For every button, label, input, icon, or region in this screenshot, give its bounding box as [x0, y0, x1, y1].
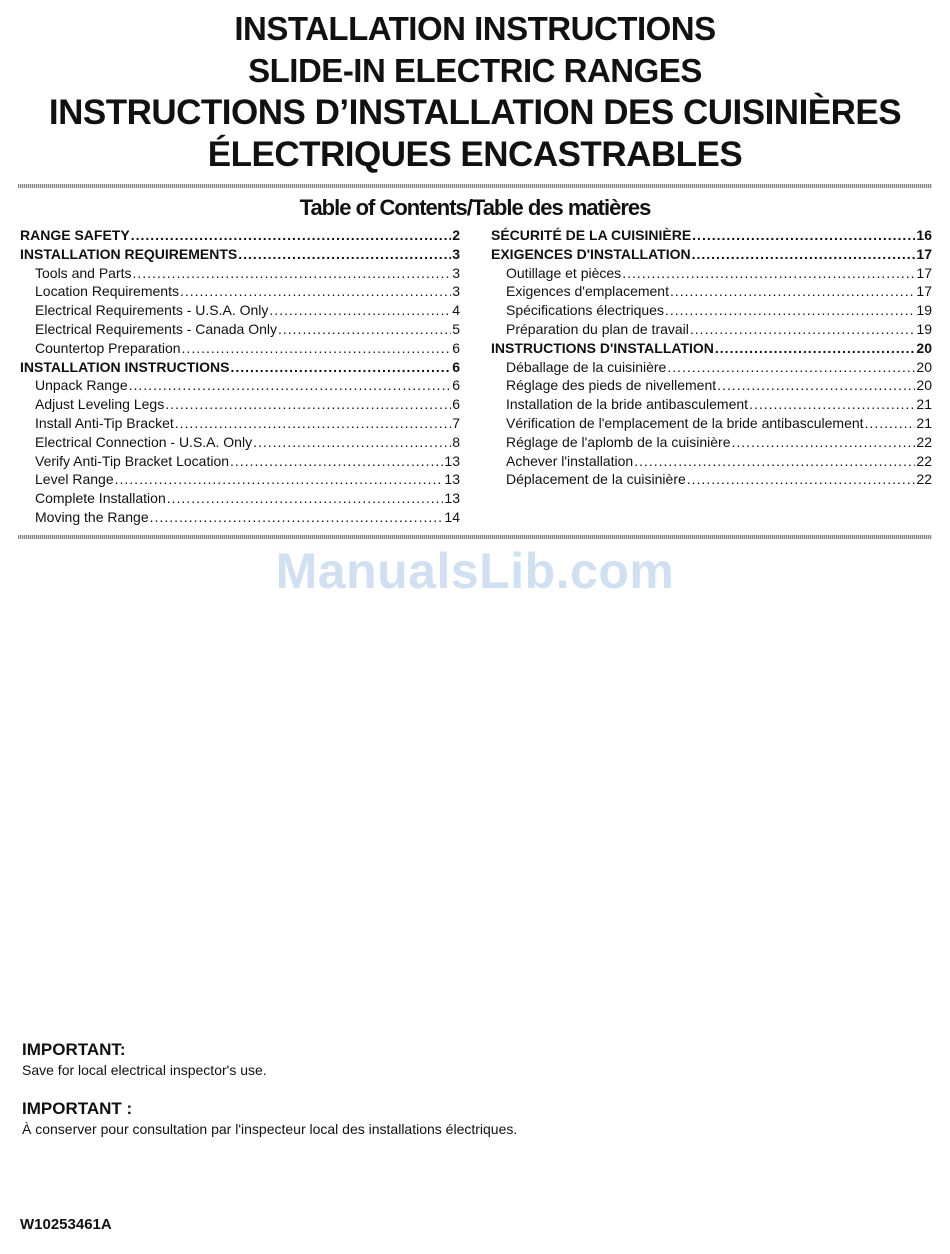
- toc-entry-page: 13: [444, 490, 460, 507]
- top-divider: [18, 184, 932, 188]
- toc-entry-label: Location Requirements: [35, 283, 179, 300]
- toc-entry-label: Level Range: [35, 471, 114, 488]
- toc-entry-page: 7: [452, 414, 460, 431]
- toc-entry-page: 22: [916, 452, 932, 469]
- toc-entry-label: Achever l'installation: [506, 452, 634, 469]
- toc-leader-dots: [269, 301, 451, 320]
- toc-leader-dots: [667, 358, 915, 377]
- toc-entry[interactable]: [491, 452, 932, 471]
- toc-entry-page: 20: [916, 339, 932, 356]
- toc-leader-dots: [692, 245, 916, 264]
- toc-entry[interactable]: [491, 414, 932, 433]
- notice-english: [22, 1040, 922, 1080]
- toc-entry-label: SÉCURITÉ DE LA CUISINIÈRE: [491, 227, 692, 243]
- toc-entry[interactable]: [491, 433, 932, 452]
- toc-entry-label: Déplacement de la cuisinière: [506, 471, 686, 488]
- toc-entry[interactable]: [20, 508, 460, 527]
- toc-leader-dots: [665, 301, 915, 320]
- toc-leader-dots: [180, 282, 451, 301]
- toc-entry[interactable]: [20, 245, 460, 264]
- toc-entry-label: Electrical Connection - U.S.A. Only: [35, 433, 253, 450]
- toc-entry-page: 16: [916, 227, 932, 243]
- toc-entry-page: 8: [452, 433, 460, 450]
- toc-leader-dots: [731, 433, 915, 452]
- toc-entry[interactable]: [491, 376, 932, 395]
- toc-entry-page: 22: [916, 433, 932, 450]
- toc-entry-label: Verify Anti-Tip Bracket Location: [35, 452, 230, 469]
- toc-entry[interactable]: [491, 339, 932, 358]
- toc-entry-label: Préparation du plan de travail: [506, 320, 689, 337]
- toc-entry-page: 21: [916, 396, 932, 413]
- toc-entry[interactable]: [491, 358, 932, 377]
- toc-entry-page: 13: [444, 452, 460, 469]
- toc-entry[interactable]: [20, 264, 460, 283]
- toc-entry-page: 6: [452, 339, 460, 356]
- toc-entry-label: INSTALLATION INSTRUCTIONS: [20, 358, 230, 375]
- toc-leader-dots: [692, 226, 915, 245]
- toc-entry-label: Adjust Leveling Legs: [35, 396, 165, 413]
- bottom-divider: [18, 535, 932, 539]
- watermark: ManualsLib.com: [275, 543, 675, 599]
- toc-leader-dots: [749, 395, 915, 414]
- toc-entry[interactable]: [20, 358, 460, 377]
- toc-entry[interactable]: [20, 395, 460, 414]
- toc-entry-page: 6: [452, 396, 460, 413]
- toc-entry-page: 14: [444, 508, 460, 525]
- toc-leader-dots: [165, 395, 451, 414]
- toc-leader-dots: [622, 264, 915, 283]
- toc-entry-label: INSTRUCTIONS D'INSTALLATION: [491, 339, 714, 356]
- toc-leader-dots: [230, 452, 443, 471]
- toc-leader-dots: [182, 339, 452, 358]
- toc-leader-dots: [238, 245, 451, 264]
- toc-column-french: [491, 226, 932, 489]
- toc-entry-page: 21: [916, 414, 932, 431]
- document-title: [0, 8, 950, 176]
- toc-entry[interactable]: [491, 301, 932, 320]
- toc-entry-label: Countertop Preparation: [35, 339, 181, 356]
- toc-entry-page: 20: [916, 377, 932, 394]
- toc-entry-page: 4: [452, 302, 460, 319]
- toc-entry[interactable]: [491, 226, 932, 245]
- title-fr-line-2: ÉLECTRIQUES ENCASTRABLES: [207, 135, 743, 174]
- toc-entry-label: Install Anti-Tip Bracket: [35, 414, 174, 431]
- toc-entry[interactable]: [20, 339, 460, 358]
- toc-entry-label: Electrical Requirements - Canada Only: [35, 320, 277, 337]
- toc-entry-label: RANGE SAFETY: [20, 227, 130, 243]
- toc-entry-label: Moving the Range: [35, 508, 149, 525]
- toc-entry[interactable]: [491, 470, 932, 489]
- toc-entry-label: INSTALLATION REQUIREMENTS: [20, 245, 238, 262]
- toc-entry[interactable]: [491, 320, 932, 339]
- toc-entry[interactable]: [20, 433, 460, 452]
- toc-entry-page: 2: [452, 227, 460, 243]
- toc-leader-dots: [670, 282, 915, 301]
- toc-entry-label: Vérification de l'emplacement de la bride antibasculement: [506, 414, 864, 431]
- toc-entry-page: 13: [444, 471, 460, 488]
- toc-entry[interactable]: [20, 470, 460, 489]
- toc-entry-page: 17: [916, 245, 932, 262]
- toc-entry[interactable]: [20, 414, 460, 433]
- notice-heading: IMPORTANT:: [22, 1040, 126, 1059]
- toc-entry-page: 3: [452, 264, 460, 281]
- toc-leader-dots: [129, 376, 452, 395]
- notice-french: [22, 1099, 922, 1139]
- toc-entry-page: 3: [452, 245, 460, 262]
- toc-entry[interactable]: [20, 452, 460, 471]
- toc-leader-dots: [278, 320, 451, 339]
- toc-entry[interactable]: [20, 226, 460, 245]
- title-en-line-1: INSTALLATION INSTRUCTIONS: [234, 10, 716, 47]
- title-fr-line-1: INSTRUCTIONS D’INSTALLATION DES CUISINIÈRES: [48, 93, 902, 132]
- toc-entry[interactable]: [20, 320, 460, 339]
- toc-entry[interactable]: [491, 245, 932, 264]
- toc-entry[interactable]: [491, 395, 932, 414]
- toc-leader-dots: [253, 433, 451, 452]
- toc-entry-label: Réglage de l'aplomb de la cuisinière: [506, 433, 731, 450]
- toc-entry-label: Tools and Parts: [35, 264, 132, 281]
- toc-leader-dots: [865, 414, 916, 433]
- toc-entry-label: Spécifications électriques: [506, 302, 664, 319]
- toc-leader-dots: [133, 264, 452, 283]
- toc-leader-dots: [167, 489, 444, 508]
- toc-entry-label: Unpack Range: [35, 377, 128, 394]
- toc-leader-dots: [175, 414, 451, 433]
- toc-leader-dots: [150, 508, 444, 527]
- toc-entry-label: Outillage et pièces: [506, 264, 622, 281]
- toc-leader-dots: [230, 358, 451, 377]
- toc-leader-dots: [687, 470, 916, 489]
- toc-entry-label: EXIGENCES D'INSTALLATION: [491, 245, 691, 262]
- toc-entry-page: 17: [916, 283, 932, 300]
- toc-entry-page: 19: [916, 302, 932, 319]
- toc-entry-label: Exigences d'emplacement: [506, 283, 669, 300]
- toc-entry-page: 6: [452, 377, 460, 394]
- toc-entry-label: Installation de la bride antibasculement: [506, 396, 749, 413]
- document-number: W10253461A: [20, 1216, 112, 1233]
- toc-leader-dots: [717, 376, 915, 395]
- toc-entry-label: Electrical Requirements - U.S.A. Only: [35, 302, 269, 319]
- title-en-line-2: SLIDE-IN ELECTRIC RANGES: [248, 52, 702, 89]
- toc-entry-page: 6: [452, 358, 460, 375]
- toc-entry-page: 3: [452, 283, 460, 300]
- toc-leader-dots: [715, 339, 916, 358]
- toc-entry[interactable]: [20, 301, 460, 320]
- toc-entry[interactable]: [20, 282, 460, 301]
- notice-text: À conserver pour consultation par l'inspecteur local des installations électriques.: [22, 1121, 518, 1137]
- toc-entry[interactable]: [491, 264, 932, 283]
- toc-leader-dots: [634, 452, 915, 471]
- toc-leader-dots: [131, 226, 452, 245]
- toc-entry[interactable]: [20, 376, 460, 395]
- toc-entry-label: Complete Installation: [35, 490, 166, 507]
- toc-entry-page: 20: [916, 358, 932, 375]
- toc-heading: Table of Contents/Table des matières: [299, 195, 651, 220]
- toc-entry-page: 19: [916, 320, 932, 337]
- notice-heading: IMPORTANT :: [22, 1099, 133, 1118]
- toc-entry[interactable]: [20, 489, 460, 508]
- toc-entry[interactable]: [491, 282, 932, 301]
- toc-column-english: [20, 226, 460, 527]
- toc-entry-page: 5: [452, 320, 460, 337]
- toc-entry-page: 17: [916, 264, 932, 281]
- notice-text: Save for local electrical inspector's use.: [22, 1062, 267, 1078]
- toc-leader-dots: [115, 470, 444, 489]
- toc-entry-label: Déballage de la cuisinière: [506, 358, 667, 375]
- toc-leader-dots: [690, 320, 916, 339]
- toc-entry-page: 22: [916, 471, 932, 488]
- toc-entry-label: Réglage des pieds de nivellement: [506, 377, 717, 394]
